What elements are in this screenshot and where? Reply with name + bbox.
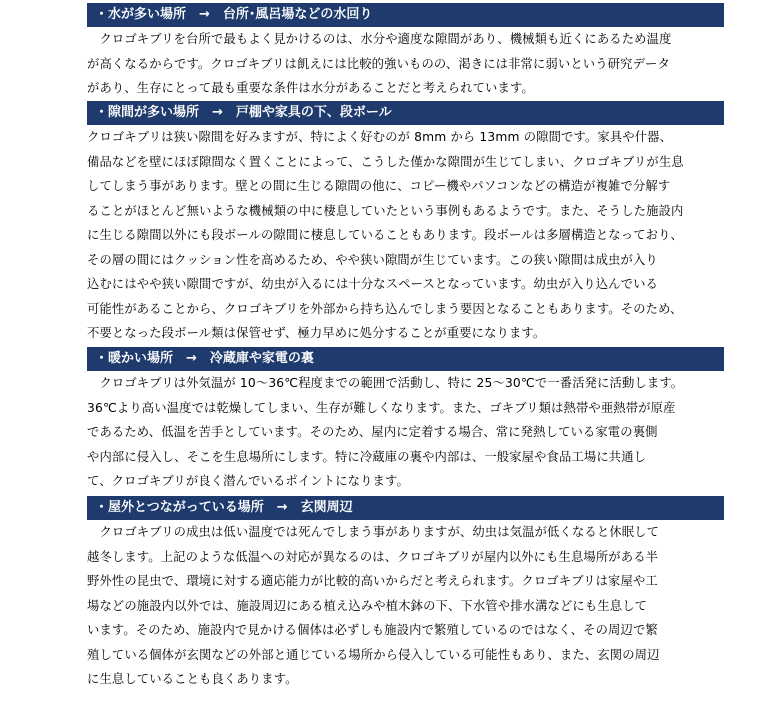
paragraph-line: 殖している個体が玄関などの外部と通じている場所から侵入している可能性もあり、また、玄関の周辺 (87, 647, 660, 662)
section-header-outdoor: ・屋外とつながっている場所 → 玄関周辺 (87, 496, 724, 520)
section-body-outdoor (87, 520, 737, 692)
paragraph-line: や内部に侵入し、そこを生息場所にします。特に冷蔵庫の裏や内部は、一般家屋や食品工場に共通し (87, 449, 647, 464)
paragraph-line: 不要となった段ボール類は保管せず、極力早めに処分することが重要になります。 (87, 326, 546, 340)
section-header-warm: ・暖かい場所 → 冷蔵庫や家電の裏 (87, 347, 724, 371)
paragraph-line: 野外性の昆虫で、環境に対する適応能力が比較的高いからだと考えられます。クロゴキブリは家屋や工 (87, 574, 658, 588)
paragraph-line: 備品などを壁にほぼ隙間なく置くことによって、こうした僅かな隙間が生じてしまい、クロゴキブリが生息 (87, 154, 684, 169)
paragraph-line: 可能性があることから、クロゴキブリを外部から持ち込んでしまう要因となることもあります。そのため、 (87, 301, 683, 316)
section-header-water: ・水が多い場所 → 台所･風呂場などの水回り (87, 3, 724, 27)
paragraph-line: て、クロゴキブリが良く潜んでいるポイントになります。 (87, 474, 409, 488)
section-body-water (87, 27, 737, 101)
paragraph-line: クロゴキブリは狭い隙間を好みますが、特によく好むのが 8mm から 13mm の隙間です。家具や什器、 (87, 130, 673, 144)
section-body-gaps (87, 125, 737, 346)
paragraph-line: その層の間にはクッション性を高めるため、やや狭い隙間が生じています。この狭い隙間は成虫が入り (87, 252, 658, 267)
paragraph-line: があり、生存にとって最も重要な条件は水分があることだと考えられています。 (87, 81, 534, 95)
paragraph-line: ることがほとんど無いような機械類の中に棲息していたという事例もあるようです。また、そうした施設内 (87, 203, 684, 218)
paragraph-line: 越冬します。上記のような低温への対応が異なるのは、クロゴキブリが屋内以外にも生息場所がある半 (87, 549, 659, 564)
section-header-gaps: ・隙間が多い場所 → 戸棚や家具の下、段ボール (87, 101, 724, 125)
paragraph-line: います。そのため、施設内で見かける個体は必ずしも施設内で繁殖しているのではなく、その周辺で繁 (87, 623, 658, 637)
paragraph-line: が高くなるからです。クロゴキブリは飢えには比較的強いものの、渇きには非常に弱いという研究データ (87, 56, 670, 71)
paragraph-line: クロゴキブリは外気温が 10～36℃程度までの範囲で活動し、特に 25～30℃で一番活発に活動します。 (87, 376, 684, 390)
paragraph-line: 36℃より高い温度では乾燥してしまい、生存が難しくなります。また、ゴキブリ類は熱帯や亜熱帯が原産 (87, 400, 676, 415)
section-body-warm (87, 371, 737, 494)
paragraph-line: クロゴキブリを台所で最もよく見かけるのは、水分や適度な隙間があり、機械類も近くにあるため温度 (87, 32, 672, 46)
paragraph-line: 込むにはやや狭い隙間ですが、幼虫が入るには十分なスペースとなっています。幼虫が入り込んでいる (87, 277, 658, 291)
paragraph-line: であるため、低温を苦手としています。そのため、屋内に定着する場合、常に発熱している家電の裏側 (87, 425, 658, 439)
paragraph-line: に生息していることも良くあります。 (87, 672, 298, 686)
paragraph-line: 場などの施設内以外では、施設周辺にある植え込みや植木鉢の下、下水管や排水溝などにも生息して (87, 598, 648, 613)
paragraph-line: してしまう事があります。壁との間に生じる隙間の他に、コピー機やパソコンなどの構造が複雑で分解す (87, 179, 671, 193)
paragraph-line: に生じる隙間以外にも段ボールの隙間に棲息していることもあります。段ボールは多層構造となっており、 (87, 228, 683, 242)
paragraph-line: クロゴキブリの成虫は低い温度では死んでしまう事がありますが、幼虫は気温が低くなると休眠して (87, 525, 660, 539)
